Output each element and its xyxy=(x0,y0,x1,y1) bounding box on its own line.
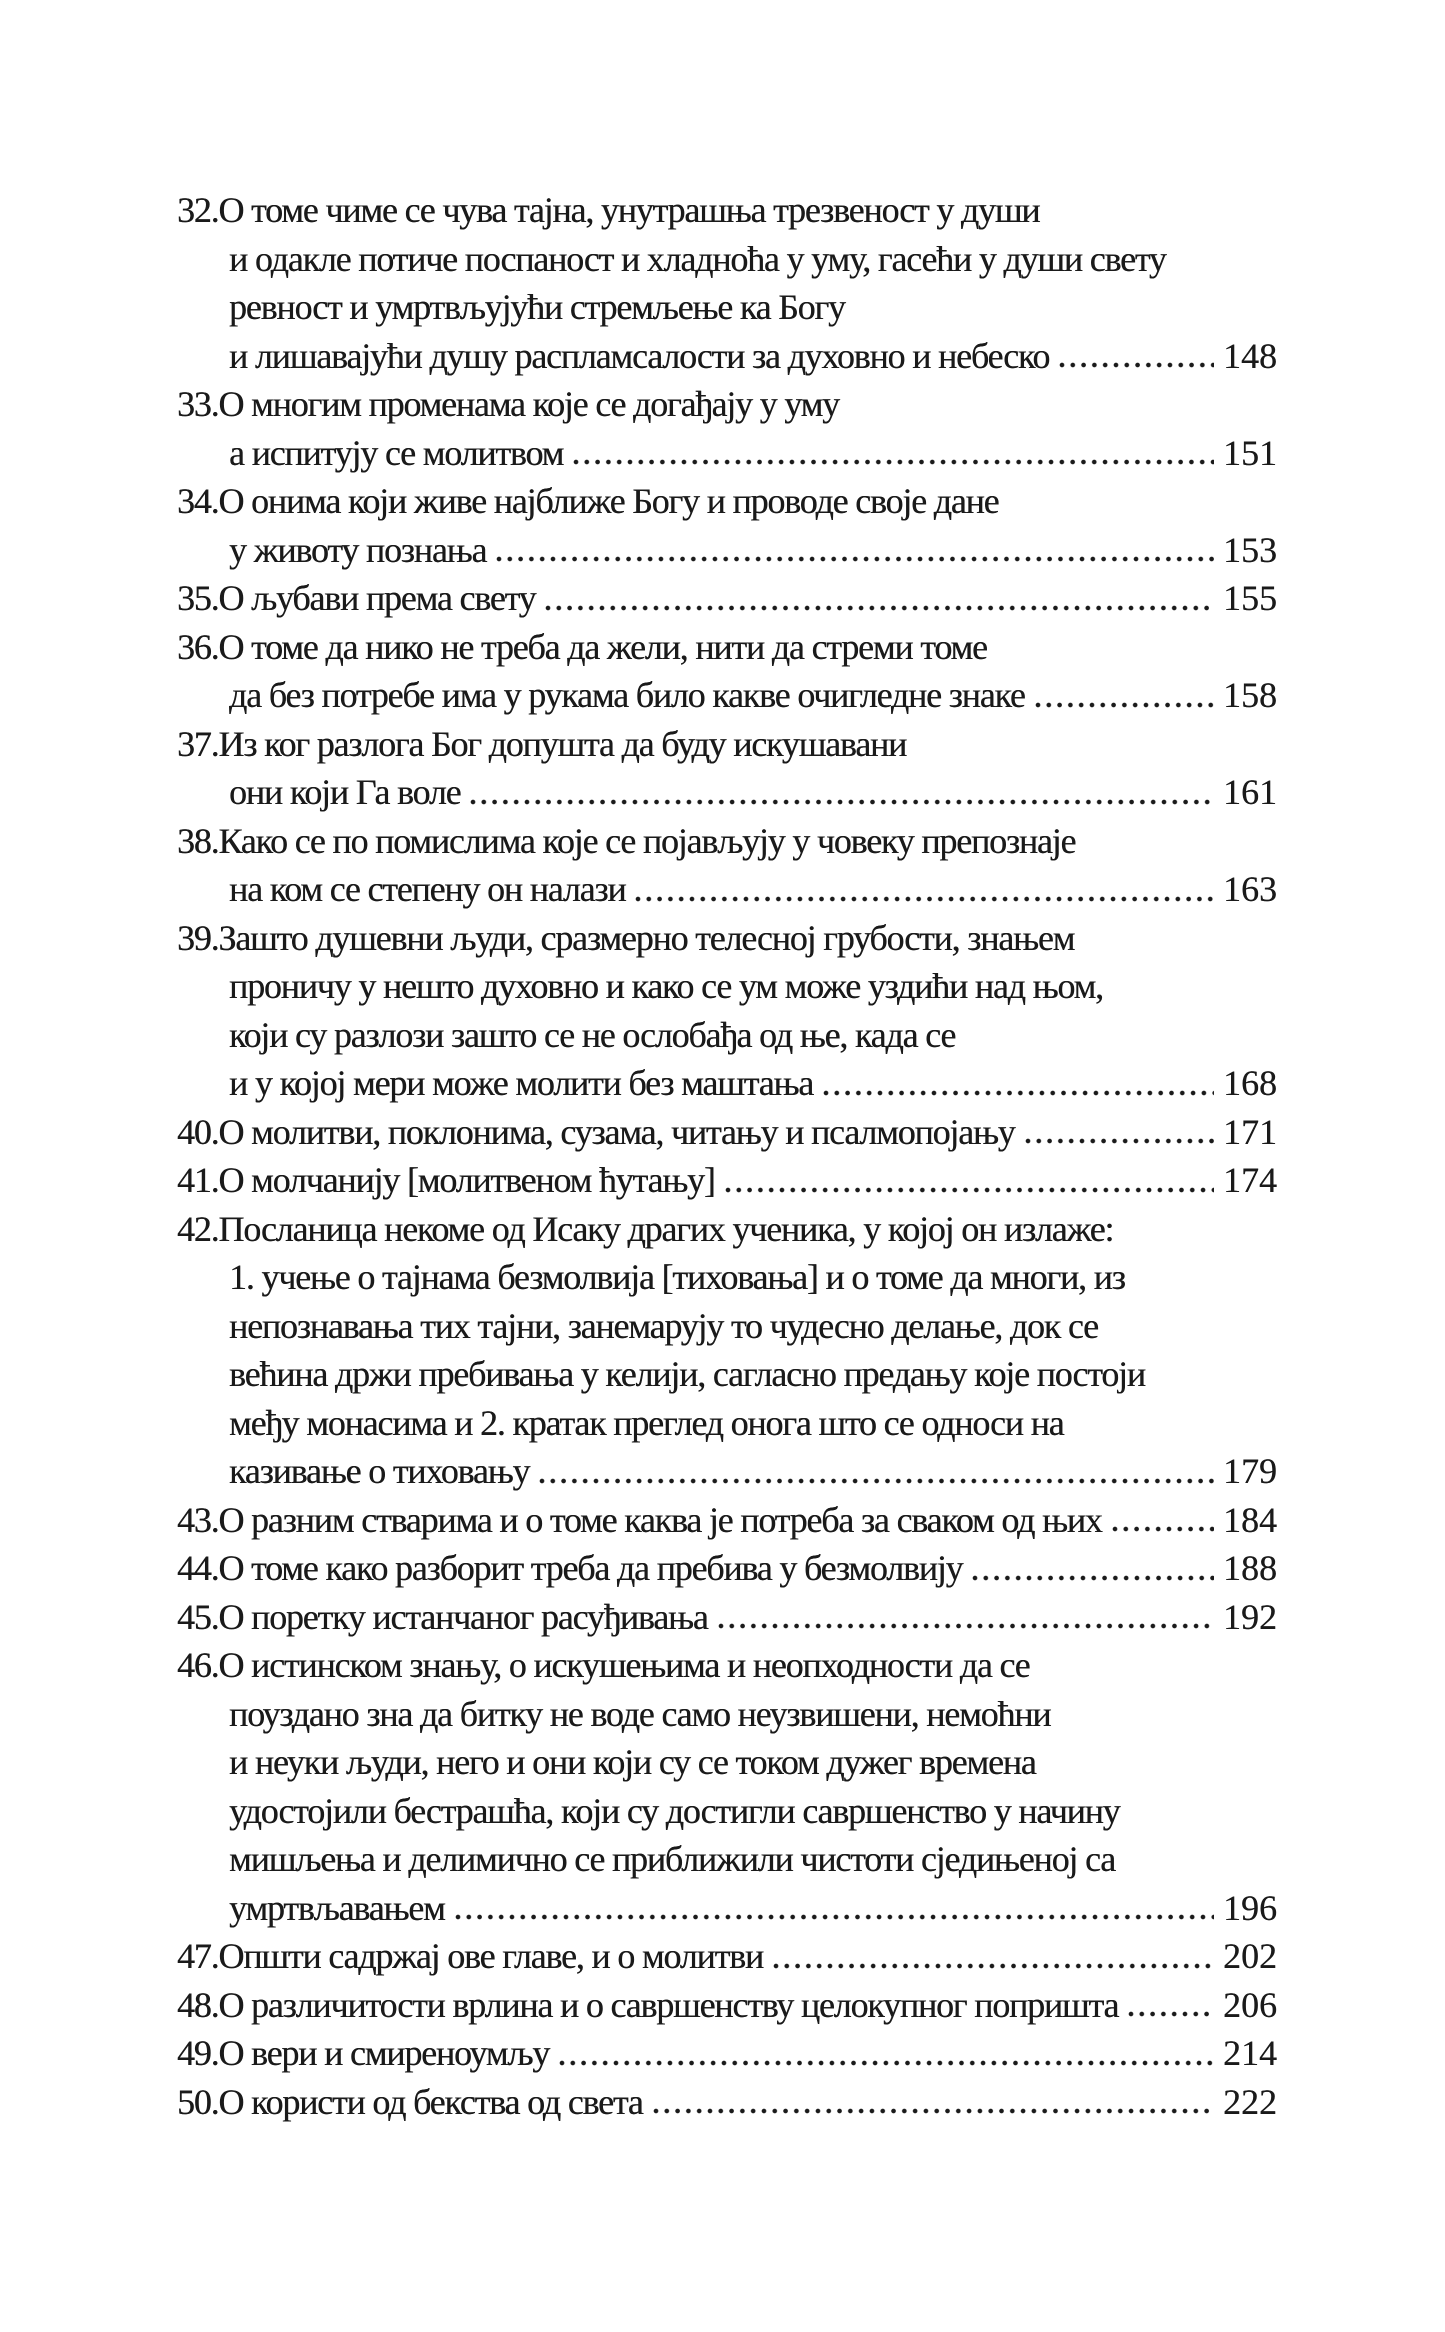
page-number: 196 xyxy=(1223,1887,1277,1928)
dot-leader xyxy=(470,799,1214,805)
chapter-number: 37. xyxy=(177,723,219,764)
page-number: 171 xyxy=(1223,1111,1277,1152)
chapter-title-line: Зашто душевни људи, сразмерно телесној грубости, знањем xyxy=(218,917,1075,958)
chapter-number: 50. xyxy=(177,2081,219,2122)
toc-entry xyxy=(177,1544,1277,1593)
chapter-number: 43. xyxy=(177,1499,219,1540)
toc-entry xyxy=(177,1496,1277,1545)
dot-leader xyxy=(496,556,1214,562)
toc-line xyxy=(177,671,1277,720)
chapter-title-line: О многим променама које се догађају у уму xyxy=(218,384,839,424)
chapter-title-line: О користи од бекства од света xyxy=(218,2081,643,2122)
toc-line xyxy=(177,1350,1277,1399)
toc-line xyxy=(177,1302,1277,1351)
page-number: 148 xyxy=(1223,335,1277,376)
chapter-title-line: О томе како разборит треба да пребива у безмолвију xyxy=(218,1548,963,1588)
chapter-title-line: и у којој мери може молити без маштања xyxy=(229,1063,814,1103)
chapter-title-line: поуздано зна да битку не воде само неузвишени, немоћни xyxy=(229,1693,1051,1734)
chapter-title-line: казивање о тиховању xyxy=(229,1451,530,1491)
chapter-title-line: Општи садржај ове главе, и о молитви xyxy=(218,1936,763,1976)
toc-line xyxy=(177,1884,1277,1933)
toc-line xyxy=(177,1835,1277,1884)
dot-leader xyxy=(972,1575,1214,1581)
chapter-number: 34. xyxy=(177,481,219,521)
toc-entry xyxy=(177,720,1277,817)
chapter-number: 46. xyxy=(177,1645,219,1685)
chapter-title-line: на ком се степену он налази xyxy=(229,869,626,909)
dot-leader xyxy=(539,1478,1214,1484)
toc-line xyxy=(177,1932,1277,1981)
toc-entry xyxy=(177,2078,1277,2127)
toc-entry xyxy=(177,1156,1277,1205)
page-number: 151 xyxy=(1223,432,1277,473)
chapter-title-line: Посланица некоме од Исаку драгих ученика, у којој он излаже: xyxy=(218,1208,1114,1249)
page-number: 153 xyxy=(1223,529,1277,570)
chapter-number: 42. xyxy=(177,1208,219,1249)
toc-line xyxy=(177,962,1277,1011)
toc-entry xyxy=(177,1205,1277,1496)
page-number: 222 xyxy=(1223,2081,1277,2122)
toc-line xyxy=(177,623,1277,672)
toc-entry xyxy=(177,380,1277,477)
dot-leader xyxy=(718,1623,1214,1629)
page-number: 202 xyxy=(1223,1936,1277,1976)
chapter-title-line: и одакле потиче поспаност и хладноћа у уму, гасећи у души свету xyxy=(229,238,1166,279)
chapter-number: 41. xyxy=(177,1160,219,1200)
toc-line xyxy=(177,865,1277,914)
dot-leader xyxy=(773,1963,1214,1969)
toc-line xyxy=(177,2078,1277,2127)
toc-line xyxy=(177,526,1277,575)
page-number: 158 xyxy=(1223,675,1277,715)
chapter-title-line: непознавања тих тајни, занемарују то чудесно делање, док се xyxy=(229,1305,1098,1346)
page-number: 161 xyxy=(1223,772,1277,812)
chapter-number: 48. xyxy=(177,1984,219,2025)
chapter-title-line: у животу познања xyxy=(229,529,487,570)
toc-entry xyxy=(177,914,1277,1108)
chapter-title-line: који су разлози зашто се не ослобађа од ње, када се xyxy=(229,1014,956,1055)
chapter-title-line: умртвљавањем xyxy=(229,1887,445,1928)
chapter-number: 45. xyxy=(177,1596,219,1637)
toc-line xyxy=(177,1496,1277,1545)
toc-line xyxy=(177,1447,1277,1496)
chapter-title-line: ревност и умртвљујући стремљење ка Богу xyxy=(229,287,845,327)
toc-line xyxy=(177,1108,1277,1157)
toc-entry xyxy=(177,2029,1277,2078)
toc-line xyxy=(177,1981,1277,2030)
dot-leader xyxy=(1059,362,1214,368)
chapter-number: 32. xyxy=(177,190,219,230)
toc-entry xyxy=(177,623,1277,720)
chapter-number: 33. xyxy=(177,384,219,424)
toc-line xyxy=(177,1690,1277,1739)
dot-leader xyxy=(559,2060,1214,2066)
toc-line xyxy=(177,380,1277,429)
toc-line xyxy=(177,283,1277,332)
chapter-title-line: О томе да нико не треба да жели, нити да стреми томе xyxy=(218,626,987,667)
toc-entry xyxy=(177,1981,1277,2030)
chapter-title-line: О љубави према свету xyxy=(218,578,536,618)
chapter-number: 49. xyxy=(177,2033,219,2073)
toc-line xyxy=(177,1738,1277,1787)
toc-line xyxy=(177,1641,1277,1690)
chapter-number: 38. xyxy=(177,820,219,861)
chapter-title-line: 1. учење о тајнама безмолвија [тиховања] и о томе да многи, из xyxy=(229,1257,1125,1297)
toc-entry xyxy=(177,1641,1277,1932)
page-number: 163 xyxy=(1223,869,1277,909)
toc-line xyxy=(177,2029,1277,2078)
toc-line xyxy=(177,1011,1277,1060)
dot-leader xyxy=(455,1914,1214,1920)
page-number: 206 xyxy=(1223,1984,1277,2025)
chapter-title-line: а испитују се молитвом xyxy=(229,432,564,473)
toc-line xyxy=(177,235,1277,284)
chapter-title-line: О томе чиме се чува тајна, унутрашња трезвеност у души xyxy=(218,190,1040,230)
chapter-title-line: удостојили бестрашћа, који су достигли савршенство у начину xyxy=(229,1790,1120,1831)
dot-leader xyxy=(653,2108,1214,2114)
toc-line xyxy=(177,574,1277,623)
table-of-contents xyxy=(177,186,1277,2126)
dot-leader xyxy=(1025,1138,1214,1144)
chapter-number: 47. xyxy=(177,1936,219,1976)
toc-entry xyxy=(177,186,1277,380)
toc-entry xyxy=(177,574,1277,623)
toc-line xyxy=(177,1544,1277,1593)
chapter-title-line: О истинском знању, о искушењима и неопходности да се xyxy=(218,1645,1030,1685)
page-number: 184 xyxy=(1223,1499,1277,1540)
chapter-number: 44. xyxy=(177,1548,219,1588)
chapter-title-line: О различитости врлина и о савршенству целокупног попришта xyxy=(218,1984,1119,2025)
chapter-title-line: О поретку истанчаног расуђивања xyxy=(218,1596,708,1637)
chapter-title-line: они који Га воле xyxy=(229,772,461,812)
toc-line xyxy=(177,914,1277,963)
toc-line xyxy=(177,429,1277,478)
page-number: 214 xyxy=(1223,2033,1277,2073)
dot-leader xyxy=(823,1090,1214,1096)
chapter-title-line: О молитви, поклонима, сузама, читању и псалмопојању xyxy=(218,1111,1015,1152)
page-number: 179 xyxy=(1223,1451,1277,1491)
page-number: 174 xyxy=(1223,1160,1277,1200)
chapter-number: 36. xyxy=(177,626,219,667)
dot-leader xyxy=(573,459,1214,465)
dot-leader xyxy=(545,605,1214,611)
toc-line xyxy=(177,720,1277,769)
toc-line xyxy=(177,1059,1277,1108)
page-number: 192 xyxy=(1223,1596,1277,1637)
toc-entry xyxy=(177,817,1277,914)
page-number: 168 xyxy=(1223,1063,1277,1103)
chapter-title-line: О молчанију [молитвеном ћутању] xyxy=(218,1160,715,1200)
chapter-title-line: О вери и смиреноумљу xyxy=(218,2033,550,2073)
toc-line xyxy=(177,477,1277,526)
toc-line xyxy=(177,1205,1277,1254)
toc-line xyxy=(177,1399,1277,1448)
dot-leader xyxy=(1128,2011,1214,2017)
chapter-title-line: Из ког разлога Бог допушта да буду искушавани xyxy=(218,723,907,764)
chapter-title-line: мишљења и делимично се приближили чистоти сједињеној са xyxy=(229,1839,1115,1879)
chapter-title-line: и неуки људи, него и они који су се током дужег времена xyxy=(229,1742,1036,1782)
chapter-title-line: О онима који живе најближе Богу и проводе своје дане xyxy=(218,481,999,521)
chapter-number: 40. xyxy=(177,1111,219,1152)
toc-entry xyxy=(177,1593,1277,1642)
toc-line xyxy=(177,1253,1277,1302)
toc-line xyxy=(177,1787,1277,1836)
toc-line xyxy=(177,332,1277,381)
toc-line xyxy=(177,768,1277,817)
chapter-title-line: Како се по помислима које се појављују у човеку препознаје xyxy=(218,820,1076,861)
chapter-number: 39. xyxy=(177,917,219,958)
dot-leader xyxy=(1035,702,1214,708)
page-number: 155 xyxy=(1223,578,1277,618)
toc-line xyxy=(177,186,1277,235)
toc-entry xyxy=(177,477,1277,574)
chapter-title-line: да без потребе има у рукама било какве очигледне знаке xyxy=(229,675,1025,715)
toc-line xyxy=(177,817,1277,866)
chapter-title-line: О разним стварима и о томе каква је потреба за сваком од њих xyxy=(218,1499,1102,1540)
chapter-number: 35. xyxy=(177,578,219,618)
toc-line xyxy=(177,1593,1277,1642)
chapter-title-line: међу монасима и 2. кратак преглед онога што се односи на xyxy=(229,1402,1064,1443)
dot-leader xyxy=(725,1187,1214,1193)
chapter-title-line: проничу у нешто духовно и како се ум може уздићи над њом, xyxy=(229,966,1103,1006)
page-number: 188 xyxy=(1223,1548,1277,1588)
dot-leader xyxy=(635,896,1214,902)
toc-entry xyxy=(177,1108,1277,1157)
toc-entry xyxy=(177,1932,1277,1981)
chapter-title-line: и лишавајући душу распламсалости за духовно и небеско xyxy=(229,335,1050,376)
chapter-title-line: већина држи пребивања у келији, сагласно предању које постоји xyxy=(229,1354,1145,1394)
dot-leader xyxy=(1112,1526,1214,1532)
toc-line xyxy=(177,1156,1277,1205)
